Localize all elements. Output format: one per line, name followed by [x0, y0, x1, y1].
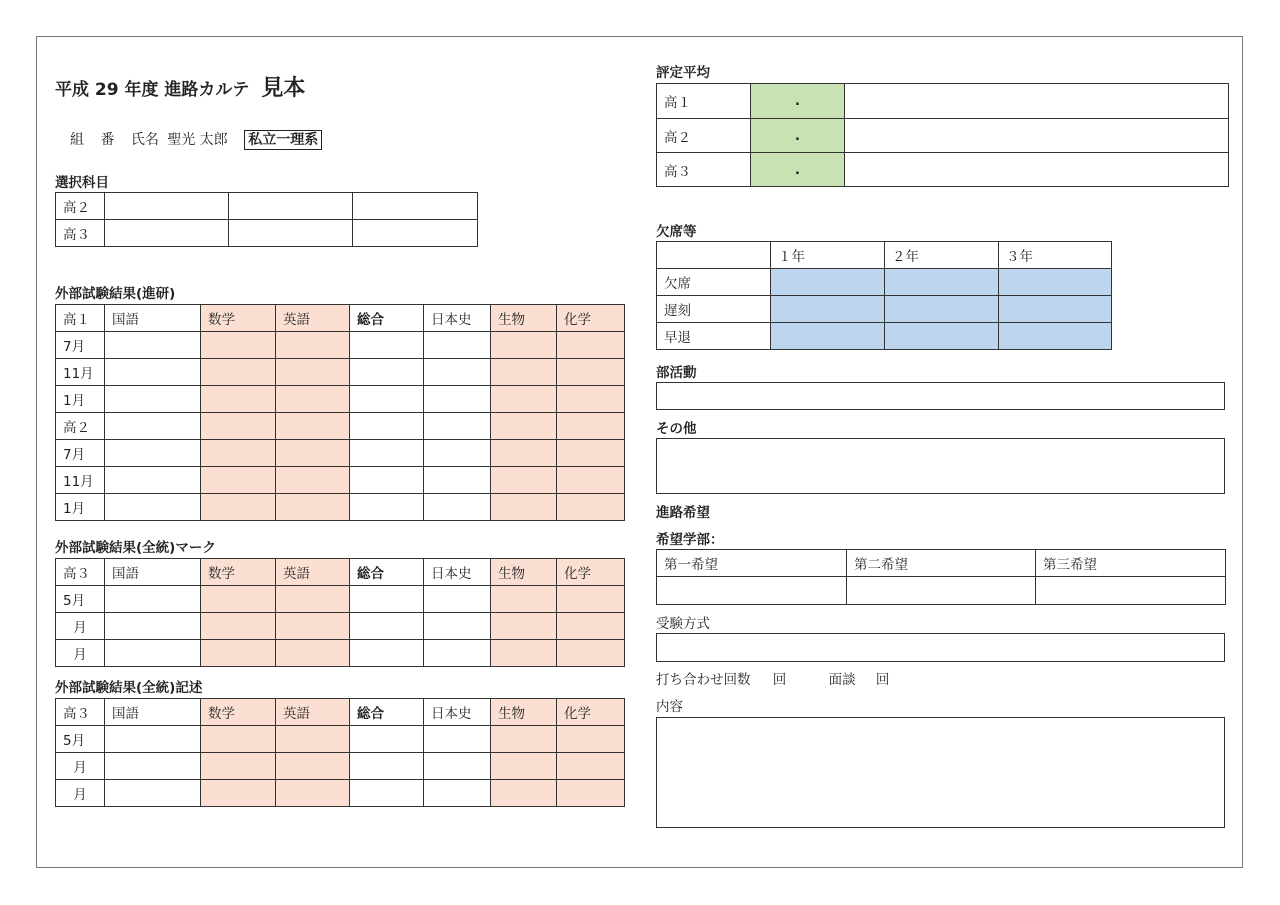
hyotei-note[interactable]: [845, 84, 1229, 119]
subject-header: 化学: [557, 559, 625, 586]
score-cell[interactable]: [491, 494, 557, 521]
subject-header: 総合: [350, 699, 424, 726]
exam-row-label: 11月: [56, 467, 105, 494]
choice-label: 第三希望: [1036, 550, 1226, 577]
score-cell[interactable]: [424, 494, 491, 521]
exam-row: [56, 467, 625, 494]
exam-row: [56, 386, 625, 413]
hyotei-note[interactable]: [845, 153, 1229, 187]
subject-header: 国語: [105, 699, 201, 726]
score-cell[interactable]: [491, 359, 557, 386]
score-cell[interactable]: [276, 413, 350, 440]
exam-row: [56, 359, 625, 386]
score-cell[interactable]: [424, 413, 491, 440]
score-cell[interactable]: [350, 332, 424, 359]
exam-row-label: 1月: [56, 386, 105, 413]
attendance-cell[interactable]: [999, 323, 1112, 350]
score-cell[interactable]: [424, 613, 491, 640]
subject-header: 生物: [491, 699, 557, 726]
score-cell[interactable]: [424, 586, 491, 613]
score-cell[interactable]: [276, 440, 350, 467]
attendance-header-row: [657, 242, 1112, 269]
score-cell[interactable]: [350, 613, 424, 640]
exam-row: [56, 753, 625, 780]
score-cell[interactable]: [491, 726, 557, 753]
exam-row: [56, 780, 625, 807]
subject-header: 英語: [276, 699, 350, 726]
score-cell[interactable]: [557, 753, 625, 780]
meeting-line: [656, 668, 889, 688]
score-cell[interactable]: [491, 753, 557, 780]
score-cell[interactable]: [491, 640, 557, 667]
score-cell[interactable]: [276, 640, 350, 667]
score-cell[interactable]: [350, 467, 424, 494]
score-cell[interactable]: [557, 613, 625, 640]
score-cell[interactable]: [276, 613, 350, 640]
score-cell[interactable]: [201, 440, 276, 467]
score-cell[interactable]: [201, 753, 276, 780]
score-cell[interactable]: [557, 440, 625, 467]
exam-row-label: 月: [56, 640, 105, 667]
exam-row-label: 11月: [56, 359, 105, 386]
score-cell[interactable]: [557, 332, 625, 359]
subject-header: 日本史: [424, 559, 491, 586]
exam-row: [56, 586, 625, 613]
score-cell[interactable]: [201, 386, 276, 413]
score-cell[interactable]: [557, 386, 625, 413]
attendance-year: ３年: [999, 242, 1112, 269]
score-cell[interactable]: [350, 440, 424, 467]
hyotei-value[interactable]: .: [751, 153, 845, 187]
score-cell[interactable]: [276, 780, 350, 807]
exam-row: [56, 413, 625, 440]
hyotei-value[interactable]: .: [751, 84, 845, 119]
subject-header: 数学: [201, 559, 276, 586]
exam-row-label: 月: [56, 613, 105, 640]
elective-grade: 高３: [56, 220, 105, 247]
score-cell[interactable]: [276, 359, 350, 386]
attendance-cell[interactable]: [885, 296, 999, 323]
score-cell[interactable]: [350, 586, 424, 613]
exam-header-row: [56, 305, 625, 332]
faculty-table: [656, 549, 1226, 605]
exam-row: [56, 726, 625, 753]
student-name: 聖光 太郎: [167, 132, 228, 148]
exam-row-label: 5月: [56, 726, 105, 753]
elective-cell[interactable]: [105, 220, 229, 247]
score-cell[interactable]: [350, 413, 424, 440]
elective-table: [55, 192, 478, 247]
attendance-cell[interactable]: [885, 269, 999, 296]
career-heading: 進路希望: [656, 505, 710, 521]
title-sample-text: 見本: [261, 76, 306, 101]
score-cell[interactable]: [424, 359, 491, 386]
subject-header: 国語: [105, 305, 201, 332]
exam-header-row: [56, 699, 625, 726]
hyotei-row: [657, 119, 1229, 153]
score-cell[interactable]: [276, 386, 350, 413]
other-field[interactable]: [656, 438, 1225, 494]
choice-cell[interactable]: [847, 577, 1036, 605]
faculty-header-row: [657, 550, 1226, 577]
hyotei-value[interactable]: .: [751, 119, 845, 153]
score-cell[interactable]: [424, 467, 491, 494]
score-cell[interactable]: [557, 726, 625, 753]
zento-kijutsu-table: [55, 698, 625, 807]
score-cell[interactable]: [557, 640, 625, 667]
zento-mark-heading: 外部試験結果(全統)マーク: [55, 540, 216, 556]
exam-corner: 高１: [56, 305, 105, 332]
score-cell[interactable]: [424, 753, 491, 780]
score-cell[interactable]: [557, 359, 625, 386]
exam-row: [56, 440, 625, 467]
score-cell[interactable]: [201, 640, 276, 667]
score-cell[interactable]: [105, 613, 201, 640]
score-cell[interactable]: [491, 413, 557, 440]
attendance-corner: [657, 242, 771, 269]
score-cell[interactable]: [201, 780, 276, 807]
exam-row-label: 1月: [56, 494, 105, 521]
score-cell[interactable]: [201, 413, 276, 440]
score-cell[interactable]: [105, 753, 201, 780]
attendance-cell[interactable]: [771, 323, 885, 350]
score-cell[interactable]: [557, 586, 625, 613]
score-cell[interactable]: [201, 613, 276, 640]
score-cell[interactable]: [201, 726, 276, 753]
elective-cell[interactable]: [353, 193, 478, 220]
attendance-row: [657, 269, 1112, 296]
title-text: 平成 29 年度 進路カルテ: [55, 80, 250, 100]
score-cell[interactable]: [424, 726, 491, 753]
exam-row-label: 7月: [56, 332, 105, 359]
subject-header: 総合: [350, 305, 424, 332]
interview-label: 面談: [828, 672, 856, 688]
number-label: 番: [100, 132, 115, 148]
club-heading: 部活動: [656, 365, 697, 381]
subject-header: 国語: [105, 559, 201, 586]
club-field[interactable]: [656, 382, 1225, 410]
score-cell[interactable]: [105, 780, 201, 807]
subject-header: 数学: [201, 305, 276, 332]
elective-cell[interactable]: [229, 193, 353, 220]
hyotei-row: [657, 153, 1229, 187]
exam-row-label: 高２: [56, 413, 105, 440]
elective-heading: 選択科目: [55, 175, 109, 191]
attendance-cell[interactable]: [771, 296, 885, 323]
attendance-cell[interactable]: [771, 269, 885, 296]
faculty-row: [657, 577, 1226, 605]
score-cell[interactable]: [491, 613, 557, 640]
meeting-label: 打ち合わせ回数: [656, 672, 751, 688]
page-title: [55, 71, 305, 102]
score-cell[interactable]: [491, 780, 557, 807]
content-label: 内容: [656, 699, 683, 715]
attendance-cell[interactable]: [999, 269, 1112, 296]
score-cell[interactable]: [424, 440, 491, 467]
score-cell[interactable]: [424, 780, 491, 807]
score-cell[interactable]: [350, 386, 424, 413]
subject-header: 日本史: [424, 699, 491, 726]
score-cell[interactable]: [557, 413, 625, 440]
subject-header: 化学: [557, 699, 625, 726]
choice-label: 第二希望: [847, 550, 1036, 577]
choice-cell[interactable]: [1036, 577, 1226, 605]
score-cell[interactable]: [201, 586, 276, 613]
score-cell[interactable]: [350, 640, 424, 667]
score-cell[interactable]: [491, 440, 557, 467]
subject-header: 生物: [491, 559, 557, 586]
score-cell[interactable]: [105, 440, 201, 467]
hyotei-note[interactable]: [845, 119, 1229, 153]
score-cell[interactable]: [276, 586, 350, 613]
score-cell[interactable]: [201, 359, 276, 386]
score-cell[interactable]: [276, 467, 350, 494]
meeting-unit: 回: [772, 672, 787, 688]
score-cell[interactable]: [491, 467, 557, 494]
shinken-table: [55, 304, 625, 521]
score-cell[interactable]: [491, 586, 557, 613]
attendance-label: 遅刻: [657, 296, 771, 323]
score-cell[interactable]: [350, 780, 424, 807]
subject-header: 化学: [557, 305, 625, 332]
score-cell[interactable]: [105, 494, 201, 521]
subject-header: 日本史: [424, 305, 491, 332]
zento-kijutsu-heading: 外部試験結果(全統)記述: [55, 680, 203, 696]
score-cell[interactable]: [350, 359, 424, 386]
score-cell[interactable]: [105, 413, 201, 440]
score-cell[interactable]: [350, 753, 424, 780]
attendance-cell[interactable]: [999, 296, 1112, 323]
hyotei-grade: 高２: [657, 119, 751, 153]
score-cell[interactable]: [105, 332, 201, 359]
score-cell[interactable]: [424, 332, 491, 359]
score-cell[interactable]: [105, 586, 201, 613]
exam-method-label: 受験方式: [656, 616, 710, 632]
score-cell[interactable]: [491, 386, 557, 413]
score-cell[interactable]: [105, 359, 201, 386]
attendance-year: ２年: [885, 242, 999, 269]
exam-corner: 高３: [56, 559, 105, 586]
exam-row-label: 7月: [56, 440, 105, 467]
score-cell[interactable]: [424, 386, 491, 413]
choice-label: 第一希望: [657, 550, 847, 577]
subject-header: 生物: [491, 305, 557, 332]
score-cell[interactable]: [201, 467, 276, 494]
score-cell[interactable]: [105, 467, 201, 494]
score-cell[interactable]: [105, 640, 201, 667]
subject-header: 英語: [276, 305, 350, 332]
exam-header-row: [56, 559, 625, 586]
subject-header: 総合: [350, 559, 424, 586]
other-heading: その他: [656, 421, 697, 437]
exam-row-label: 5月: [56, 586, 105, 613]
exam-corner: 高３: [56, 699, 105, 726]
elective-cell[interactable]: [353, 220, 478, 247]
hyotei-row: [657, 84, 1229, 119]
hyotei-grade: 高３: [657, 153, 751, 187]
student-info: [70, 129, 334, 149]
hyotei-table: [656, 83, 1229, 187]
interview-unit: 回: [875, 672, 890, 688]
exam-row-label: 月: [56, 780, 105, 807]
attendance-cell[interactable]: [885, 323, 999, 350]
exam-row: [56, 640, 625, 667]
score-cell[interactable]: [557, 494, 625, 521]
score-cell[interactable]: [276, 753, 350, 780]
elective-row: [56, 220, 478, 247]
exam-method-field[interactable]: [656, 633, 1225, 662]
elective-cell[interactable]: [105, 193, 229, 220]
exam-row: [56, 332, 625, 359]
choice-cell[interactable]: [657, 577, 847, 605]
exam-row: [56, 494, 625, 521]
attendance-row: [657, 323, 1112, 350]
elective-row: [56, 193, 478, 220]
score-cell[interactable]: [350, 726, 424, 753]
attendance-label: 欠席: [657, 269, 771, 296]
shinken-heading: 外部試験結果(進研): [55, 286, 176, 302]
score-cell[interactable]: [201, 494, 276, 521]
subject-header: 数学: [201, 699, 276, 726]
content-field[interactable]: [656, 717, 1225, 828]
elective-cell[interactable]: [229, 220, 353, 247]
zento-mark-table: [55, 558, 625, 667]
name-label: 氏名: [130, 132, 159, 148]
score-cell[interactable]: [105, 386, 201, 413]
hyotei-grade: 高１: [657, 84, 751, 119]
faculty-heading: 希望学部：: [656, 532, 724, 548]
attendance-row: [657, 296, 1112, 323]
attendance-table: [656, 241, 1112, 350]
score-cell[interactable]: [276, 726, 350, 753]
score-cell[interactable]: [491, 332, 557, 359]
elective-grade: 高２: [56, 193, 105, 220]
score-cell[interactable]: [276, 494, 350, 521]
subject-header: 英語: [276, 559, 350, 586]
course-tag: 私立一理系: [244, 130, 322, 150]
attendance-heading: 欠席等: [656, 224, 697, 240]
class-label: 組: [70, 132, 84, 148]
attendance-label: 早退: [657, 323, 771, 350]
exam-row: [56, 613, 625, 640]
score-cell[interactable]: [557, 467, 625, 494]
attendance-year: １年: [771, 242, 885, 269]
score-cell[interactable]: [557, 780, 625, 807]
score-cell[interactable]: [276, 332, 350, 359]
score-cell[interactable]: [350, 494, 424, 521]
score-cell[interactable]: [105, 726, 201, 753]
hyotei-heading: 評定平均: [656, 65, 710, 81]
score-cell[interactable]: [424, 640, 491, 667]
score-cell[interactable]: [201, 332, 276, 359]
exam-row-label: 月: [56, 753, 105, 780]
